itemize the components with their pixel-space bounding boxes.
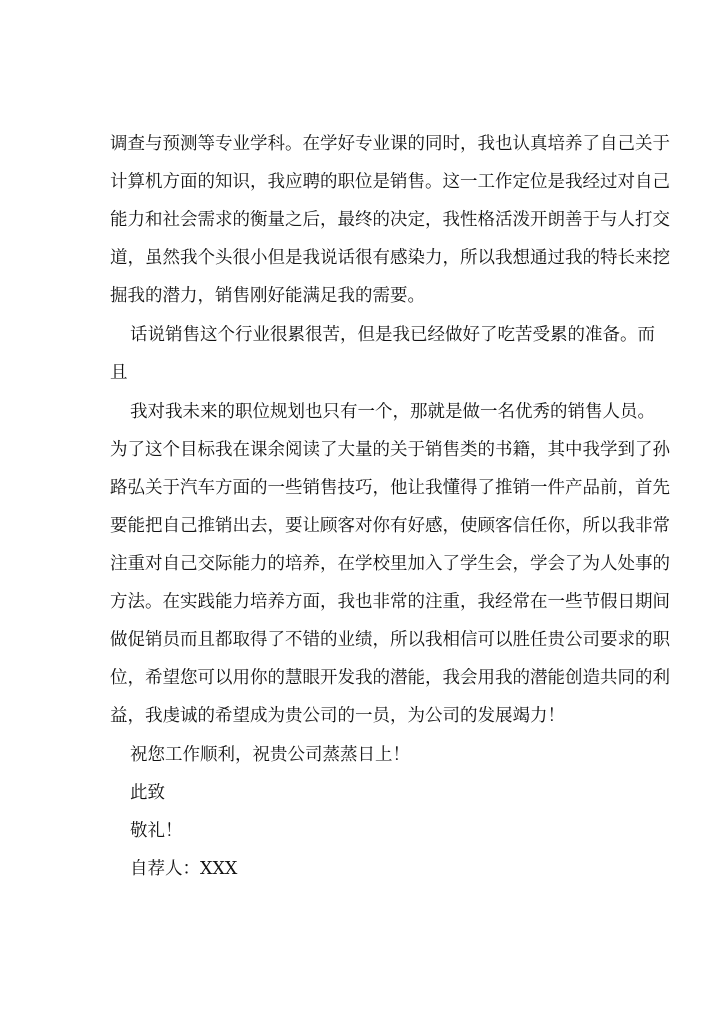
paragraph-3-line-6: 方法。在实践能力培养方面，我也非常的注重，我经常在一些节假日期间 [110,592,670,612]
paragraph-3-line-3: 路弘关于汽车方面的一些销售技巧，他让我懂得了推销一件产品前，首先 [110,478,670,498]
paragraph-1-line-1: 调查与预测等专业学科。在学好专业课的同时，我也认真培养了自己关于 [110,134,670,154]
paragraph-3-line-9: 益，我虔诚的希望成为贵公司的一员，为公司的发展竭力！ [110,706,565,726]
wishes-line: 祝您工作顺利，祝贵公司蒸蒸日上！ [130,745,410,765]
paragraph-1-line-5: 掘我的潜力，销售刚好能满足我的需要。 [110,286,425,306]
paragraph-3-line-5: 注重对自己交际能力的培养，在学校里加入了学生会，学会了为人处事的 [110,554,670,574]
paragraph-1-line-4: 道，虽然我个头很小但是我说话很有感染力，所以我想通过我的特长来挖 [110,248,670,268]
paragraph-1-line-3: 能力和社会需求的衡量之后，最终的决定，我性格活泼开朗善于与人打交 [110,210,670,230]
paragraph-2-line-2: 且 [110,363,128,383]
paragraph-3-line-2: 为了这个目标我在课余阅读了大量的关于销售类的书籍，其中我学到了孙 [110,440,670,460]
paragraph-3-line-8: 位，希望您可以用你的慧眼开发我的潜能，我会用我的潜能创造共同的利 [110,668,670,688]
paragraph-3-line-1: 我对我未来的职位规划也只有一个，那就是做一名优秀的销售人员。 [130,402,655,422]
closing-line-1: 此致 [130,783,165,803]
closing-line-2: 敬礼！ [130,821,183,841]
paragraph-2-line-1: 话说销售这个行业很累很苦，但是我已经做好了吃苦受累的准备。而 [130,325,655,345]
paragraph-1-line-2: 计算机方面的知识，我应聘的职位是销售。这一工作定位是我经过对自己 [110,172,670,192]
signature-line: 自荐人：XXX [130,859,238,879]
paragraph-3-line-4: 要能把自己推销出去，要让顾客对你有好感，使顾客信任你，所以我非常 [110,516,670,536]
paragraph-3-line-7: 做促销员而且都取得了不错的业绩，所以我相信可以胜任贵公司要求的职 [110,630,670,650]
